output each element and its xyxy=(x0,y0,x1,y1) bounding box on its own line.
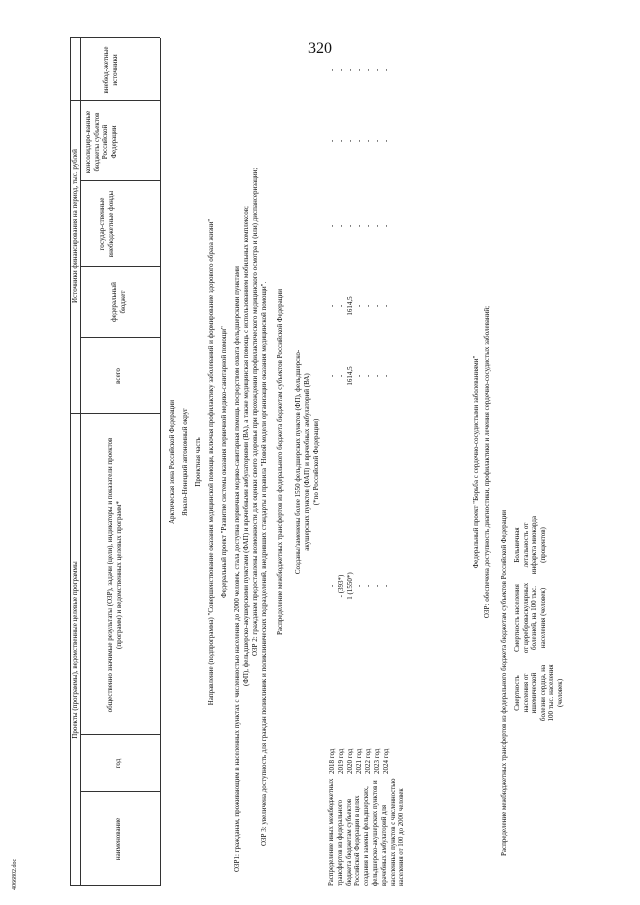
extrabudget-value: - xyxy=(337,68,345,72)
indicator-ihd-mortality: Смертность населения от ишемической болезни сердца, на 100 тыс. населения (человек) xyxy=(513,664,564,722)
total-value: - xyxy=(373,374,381,378)
header-funding-group: Источники финансирования на период, тыс. рублей xyxy=(71,149,79,303)
header-federal: федеральный бюджет xyxy=(110,282,127,322)
direction-title: Направление (подпрограмма) "Совершенствование оказания медицинской помощи, включая профилактику заболеваний и формирование здорового образа жизни" xyxy=(207,218,215,706)
year-2021: 2021 год xyxy=(355,748,363,774)
federal-value: - xyxy=(373,304,381,308)
state-funds-value: - xyxy=(355,224,363,228)
consolidated-value: - xyxy=(346,139,354,143)
created-line-3: (*по Российской Федерации) xyxy=(312,418,320,506)
consolidated-value: - xyxy=(355,139,363,143)
page-number: 320 xyxy=(308,40,332,57)
col-divider xyxy=(70,100,160,101)
header-consolidated: консолидиро-ванные бюджеты субъектов Российской Федерации xyxy=(84,110,118,174)
ozr2-line: ОЗР 2: гражданам предоставлены возможности для оценки своего здоровья при прохождении профилактического медицинского осмотра и (или) диспансеризации; xyxy=(251,167,259,656)
consolidated-value: - xyxy=(328,139,336,143)
indicator-mi-lethality: Больничная летальность от инфаркта миокарда (процентов) xyxy=(513,515,547,575)
row-label: Распределение иных межбюджетных трансфертов из федерального бюджета бюджетам субъектов Российской Федерации в целях создания и замены фельдшерских, фельдшерско-акушерских пунктов и врачебных амбулаторий для населенных пунктов с численностью населения от 100 до 2000 человек xyxy=(328,778,406,886)
header-extrabudget: внебюд-жетные источники xyxy=(102,46,119,94)
transfers-title: Распределение межбюджетных трансфертов из федерального бюджета бюджетам субъектов Российской Федерации xyxy=(276,289,284,635)
zone-title: Арктическая зона Российской Федерации xyxy=(168,399,176,525)
indicator-cerebrovascular-mortality: Смертность населения от цереброваскулярных болезней, на 100 тыс. населения (человек) xyxy=(513,582,547,654)
year-2024: 2024 год xyxy=(382,748,390,774)
state-funds-value: - xyxy=(346,224,354,228)
consolidated-value: - xyxy=(382,139,390,143)
header-goals: общественно значимые результаты (ОЗР), задачи (цели), индикаторы и показатели проектов (программ) и ведомственных целевых программ* xyxy=(106,437,123,713)
year-2020: 2020 год xyxy=(346,748,354,774)
indicator-value: 1 (1550*) xyxy=(346,572,354,600)
header-name: наименование xyxy=(114,817,122,861)
state-funds-value: - xyxy=(382,224,390,228)
federal-value: 1614,5 xyxy=(346,296,354,316)
indicator-value: - (393*) xyxy=(337,574,345,598)
extrabudget-value: - xyxy=(328,68,336,72)
federal-value: - xyxy=(364,304,372,308)
header-total: всего xyxy=(114,368,122,384)
col-divider xyxy=(80,180,160,181)
extrabudget-value: - xyxy=(364,68,372,72)
header-year: год xyxy=(114,758,122,769)
total-value: 1614,5 xyxy=(346,366,354,386)
extrabudget-value: - xyxy=(355,68,363,72)
created-line-2: акушерских пунктов (ФАП) и врачебных амбулаторий (ВА) xyxy=(303,373,311,551)
indicator-value: - xyxy=(328,584,336,588)
total-value: - xyxy=(337,374,345,378)
consolidated-value: - xyxy=(373,139,381,143)
state-funds-value: - xyxy=(364,224,372,228)
total-value: - xyxy=(364,374,372,378)
consolidated-value: - xyxy=(364,139,372,143)
extrabudget-value: - xyxy=(373,68,381,72)
total-value: - xyxy=(355,374,363,378)
header-group-line xyxy=(80,38,81,886)
document-id: 4066802.doc xyxy=(12,858,18,890)
extrabudget-value: - xyxy=(382,68,390,72)
indicator-value: - xyxy=(373,584,381,588)
federal-value: - xyxy=(355,304,363,308)
year-2023: 2023 год xyxy=(373,748,381,774)
rotated-page-content xyxy=(70,38,630,886)
state-funds-value: - xyxy=(328,224,336,228)
indicator-value: - xyxy=(355,584,363,588)
header-bottom-border xyxy=(160,38,161,886)
state-funds-value: - xyxy=(373,224,381,228)
federal-project-cardio: Федеральный проект "Борьба с сердечно-сосудистыми заболеваниями" xyxy=(472,355,480,569)
ozr-cardio: ОЗР: обеспечена доступность диагностики, профилактики и лечения сердечно-сосудистых заболеваний; xyxy=(483,305,491,619)
district-title: Ямало-Ненецкий автономный округ xyxy=(181,408,189,516)
indicator-value: - xyxy=(364,584,372,588)
ozr3-line: ОЗР 3: увеличена доступность для граждан поликлиник и поликлинических подразделений, внедривших стандарты и правила "Новой модели организации оказания медицинской помощи". xyxy=(260,281,268,846)
year-2022: 2022 год xyxy=(364,748,372,774)
col-divider xyxy=(80,266,160,267)
transfers-cardio: Распределение межбюджетных трансфертов из федерального бюджета бюджетам субъектов Российской Федерации xyxy=(500,510,508,856)
ozr1-line-1: ОЗР1: гражданам, проживающим в населенных пунктах с численностью населения до 2000 человек, стала доступна первичная медико-санитарная помощь посредством охвата фельдшерскими пунктами xyxy=(233,266,241,872)
ozr1-line-2: (ФП), фельдшерско-акушерскими пунктами (ФАП) и врачебными амбулаториями (ВА), а также медицинская помощь с использованием мобильных комплексов; xyxy=(242,206,250,686)
federal-value: - xyxy=(328,304,336,308)
header-state-funds: государ-ственные внебюджетные фонды xyxy=(98,190,115,258)
consolidated-value: - xyxy=(337,139,345,143)
federal-project-title: Федеральный проект "Развитие системы оказания первичной медико-санитарной помощи" xyxy=(220,326,228,598)
created-line-1: Созданы/заменены более 1550 фельдшерских пунктов (ФП), фельдшерско- xyxy=(294,349,302,575)
total-value: - xyxy=(328,374,336,378)
header-projects-group: Проекты (программы), ведомственные целевые программы xyxy=(71,561,79,739)
federal-value: - xyxy=(337,304,345,308)
year-2018: 2018 год xyxy=(328,748,336,774)
project-part-title: Проектная часть xyxy=(194,437,202,487)
col-divider xyxy=(70,37,160,38)
total-value: - xyxy=(382,374,390,378)
indicator-value: - xyxy=(382,584,390,588)
state-funds-value: - xyxy=(337,224,345,228)
federal-value: - xyxy=(382,304,390,308)
year-2019: 2019 год xyxy=(337,748,345,774)
extrabudget-value: - xyxy=(346,68,354,72)
